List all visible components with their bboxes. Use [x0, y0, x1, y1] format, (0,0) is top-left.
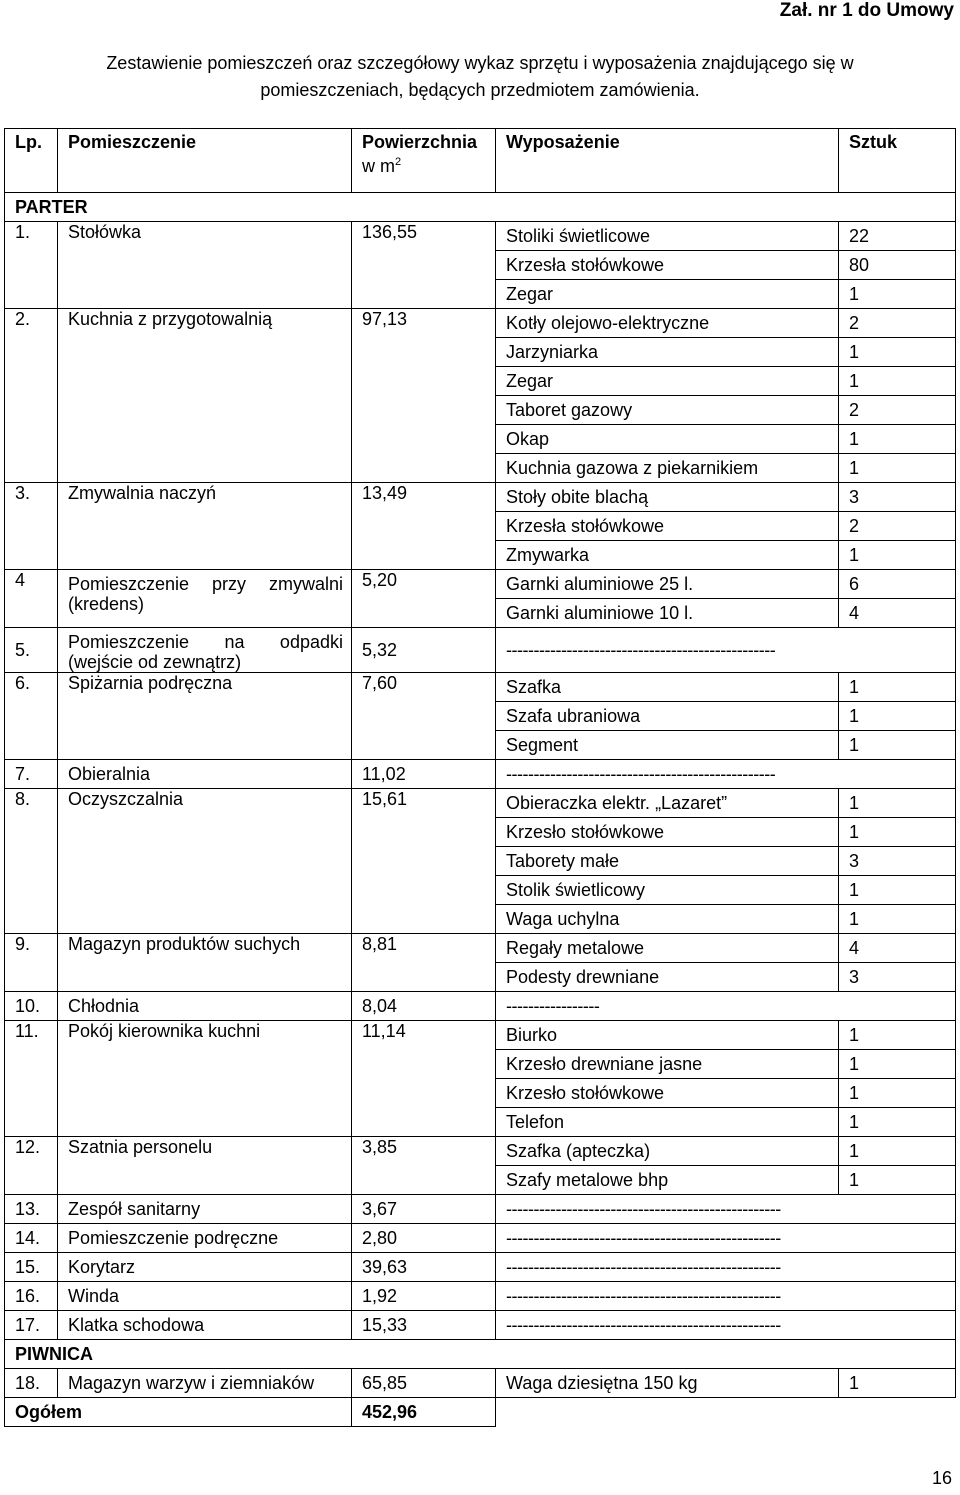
equipment-quantity: 1 — [839, 1021, 956, 1050]
equipment-quantity: 1 — [839, 541, 956, 570]
room-name: Magazyn warzyw i ziemniaków — [58, 1369, 352, 1398]
table-row — [5, 1282, 956, 1311]
equipment-quantity: 4 — [839, 599, 956, 628]
room-area: 136,55 — [352, 222, 496, 309]
room-number: 2. — [5, 309, 58, 483]
total-area: 452,96 — [352, 1398, 496, 1427]
equipment-quantity: 1 — [839, 338, 956, 367]
room-number: 9. — [5, 934, 58, 992]
equipment-quantity: 1 — [839, 876, 956, 905]
equipment-quantity: 4 — [839, 934, 956, 963]
table-row — [5, 1253, 956, 1282]
room-area: 8,04 — [352, 992, 496, 1021]
equipment-item: -------------------------------------------------- — [496, 1282, 956, 1311]
room-area: 15,61 — [352, 789, 496, 934]
equipment-quantity: 1 — [839, 1137, 956, 1166]
section-parter-row — [5, 193, 956, 222]
room-number: 7. — [5, 760, 58, 789]
header-area-line2 — [362, 152, 495, 176]
room-area: 2,80 — [352, 1224, 496, 1253]
equipment-quantity: 1 — [839, 367, 956, 396]
room-area: 5,20 — [352, 570, 496, 628]
equipment-item: Szafy metalowe bhp — [496, 1166, 839, 1195]
table-row — [5, 1369, 956, 1398]
equipment-item: Podesty drewniane — [496, 963, 839, 992]
room-name-line2: (wejście od zewnątrz) — [68, 652, 242, 672]
table-row — [5, 222, 956, 251]
rooms-equipment-table — [4, 128, 956, 1427]
section-piwnica: PIWNICA — [5, 1340, 956, 1369]
room-name: Stołówka — [58, 222, 352, 309]
equipment-item: Zmywarka — [496, 541, 839, 570]
equipment-quantity: 1 — [839, 1166, 956, 1195]
equipment-item: Kuchnia gazowa z piekarnikiem — [496, 454, 839, 483]
equipment-item: Obieraczka elektr. „Lazaret” — [496, 789, 839, 818]
room-area: 15,33 — [352, 1311, 496, 1340]
room-name: Klatka schodowa — [58, 1311, 352, 1340]
total-row — [5, 1398, 956, 1427]
room-name: Pokój kierownika kuchni — [58, 1021, 352, 1137]
room-number: 17. — [5, 1311, 58, 1340]
room-number: 13. — [5, 1195, 58, 1224]
equipment-quantity: 3 — [839, 847, 956, 876]
equipment-item: Zegar — [496, 280, 839, 309]
equipment-item: Krzesło stołówkowe — [496, 1079, 839, 1108]
room-number: 5. — [5, 628, 58, 673]
equipment-item: Szafa ubraniowa — [496, 702, 839, 731]
table-row — [5, 628, 956, 673]
equipment-quantity: 1 — [839, 731, 956, 760]
equipment-quantity: 1 — [839, 1369, 956, 1398]
room-area: 65,85 — [352, 1369, 496, 1398]
table-row — [5, 483, 956, 512]
equipment-item: Telefon — [496, 1108, 839, 1137]
equipment-quantity: 1 — [839, 818, 956, 847]
room-number: 10. — [5, 992, 58, 1021]
equipment-item: Stoliki świetlicowe — [496, 222, 839, 251]
room-number: 12. — [5, 1137, 58, 1195]
equipment-item: Biurko — [496, 1021, 839, 1050]
table-header-row — [5, 129, 956, 193]
equipment-quantity: 2 — [839, 309, 956, 338]
room-name: Korytarz — [58, 1253, 352, 1282]
table-row — [5, 789, 956, 818]
equipment-quantity: 1 — [839, 905, 956, 934]
header-area — [352, 129, 496, 193]
header-lp: Lp. — [5, 129, 58, 193]
room-name: Spiżarnia podręczna — [58, 673, 352, 760]
equipment-quantity: 2 — [839, 396, 956, 425]
equipment-quantity: 1 — [839, 673, 956, 702]
equipment-item: -------------------------------------------------- — [496, 1195, 956, 1224]
document-intro — [40, 50, 920, 104]
room-name: Kuchnia z przygotowalnią — [58, 309, 352, 483]
equipment-item: Waga dziesiętna 150 kg — [496, 1369, 839, 1398]
equipment-item: Taboret gazowy — [496, 396, 839, 425]
equipment-item: Segment — [496, 731, 839, 760]
room-area: 7,60 — [352, 673, 496, 760]
intro-line-1: Zestawienie pomieszczeń oraz szczegółowy wykaz sprzętu i wyposażenia znajdującego się w — [106, 53, 854, 73]
room-name: Zmywalnia naczyń — [58, 483, 352, 570]
table-row — [5, 992, 956, 1021]
equipment-item: Szafka (apteczka) — [496, 1137, 839, 1166]
table-row — [5, 1195, 956, 1224]
table-row — [5, 934, 956, 963]
equipment-quantity: 1 — [839, 425, 956, 454]
room-name — [58, 628, 352, 673]
room-number: 4 — [5, 570, 58, 628]
table-row — [5, 1224, 956, 1253]
room-area: 13,49 — [352, 483, 496, 570]
table-row — [5, 1137, 956, 1166]
room-area: 11,14 — [352, 1021, 496, 1137]
header-area-line1: Powierzchnia — [362, 132, 478, 152]
total-blank — [496, 1398, 956, 1427]
equipment-item: Garnki aluminiowe 25 l. — [496, 570, 839, 599]
equipment-item: ------------------------------------------------- — [496, 628, 956, 673]
equipment-quantity: 3 — [839, 963, 956, 992]
room-number: 8. — [5, 789, 58, 934]
room-number: 18. — [5, 1369, 58, 1398]
equipment-quantity: 1 — [839, 702, 956, 731]
room-area: 3,67 — [352, 1195, 496, 1224]
equipment-item: -------------------------------------------------- — [496, 1253, 956, 1282]
room-name: Winda — [58, 1282, 352, 1311]
header-equipment: Wyposażenie — [496, 129, 839, 193]
room-area: 97,13 — [352, 309, 496, 483]
equipment-item: Stolik świetlicowy — [496, 876, 839, 905]
equipment-quantity: 1 — [839, 454, 956, 483]
room-number: 11. — [5, 1021, 58, 1137]
room-area: 1,92 — [352, 1282, 496, 1311]
section-piwnica-row — [5, 1340, 956, 1369]
room-name: Obieralnia — [58, 760, 352, 789]
room-area: 39,63 — [352, 1253, 496, 1282]
room-name-line1: Pomieszczenie przy zmywalni — [68, 574, 343, 594]
equipment-item: Krzesła stołówkowe — [496, 512, 839, 541]
header-room: Pomieszczenie — [58, 129, 352, 193]
equipment-item: Garnki aluminiowe 10 l. — [496, 599, 839, 628]
room-name: Oczyszczalnia — [58, 789, 352, 934]
table-row — [5, 673, 956, 702]
equipment-item: Waga uchylna — [496, 905, 839, 934]
room-number: 6. — [5, 673, 58, 760]
equipment-item: Szafka — [496, 673, 839, 702]
room-name: Pomieszczenie podręczne — [58, 1224, 352, 1253]
room-number: 16. — [5, 1282, 58, 1311]
equipment-item: Taborety małe — [496, 847, 839, 876]
section-parter: PARTER — [5, 193, 956, 222]
room-name-line2: (kredens) — [68, 594, 145, 614]
equipment-item: Krzesło drewniane jasne — [496, 1050, 839, 1079]
room-area: 5,32 — [352, 628, 496, 673]
header-area-exponent: 2 — [395, 156, 402, 168]
intro-line-2: pomieszczeniach, będących przedmiotem zamówienia. — [260, 80, 700, 100]
room-number: 1. — [5, 222, 58, 309]
equipment-quantity: 6 — [839, 570, 956, 599]
equipment-item: Okap — [496, 425, 839, 454]
table-row — [5, 309, 956, 338]
room-name: Chłodnia — [58, 992, 352, 1021]
equipment-item: ----------------- — [496, 992, 956, 1021]
room-name: Zespół sanitarny — [58, 1195, 352, 1224]
room-name: Magazyn produktów suchych — [58, 934, 352, 992]
header-area-unit: w m — [362, 156, 395, 176]
equipment-item: -------------------------------------------------- — [496, 1224, 956, 1253]
header-count: Sztuk — [839, 129, 956, 193]
room-area: 8,81 — [352, 934, 496, 992]
equipment-quantity: 2 — [839, 512, 956, 541]
equipment-quantity: 22 — [839, 222, 956, 251]
equipment-quantity: 1 — [839, 1108, 956, 1137]
attachment-label: Zał. nr 1 do Umowy — [779, 0, 954, 21]
room-name: Szatnia personelu — [58, 1137, 352, 1195]
room-area: 11,02 — [352, 760, 496, 789]
equipment-item: Zegar — [496, 367, 839, 396]
equipment-item: -------------------------------------------------- — [496, 1311, 956, 1340]
table-row — [5, 570, 956, 599]
equipment-quantity: 3 — [839, 483, 956, 512]
room-number: 14. — [5, 1224, 58, 1253]
equipment-item: Stoły obite blachą — [496, 483, 839, 512]
room-name — [58, 570, 352, 628]
equipment-quantity: 1 — [839, 1079, 956, 1108]
equipment-item: Jarzyniarka — [496, 338, 839, 367]
total-label: Ogółem — [5, 1398, 352, 1427]
equipment-quantity: 1 — [839, 789, 956, 818]
page-number: 16 — [931, 1468, 952, 1488]
table-row — [5, 1311, 956, 1340]
equipment-item: ------------------------------------------------- — [496, 760, 956, 789]
room-number: 3. — [5, 483, 58, 570]
equipment-item: Kotły olejowo-elektryczne — [496, 309, 839, 338]
equipment-item: Regały metalowe — [496, 934, 839, 963]
room-name-line1: Pomieszczenie na odpadki — [68, 632, 343, 652]
equipment-quantity: 1 — [839, 280, 956, 309]
equipment-quantity: 80 — [839, 251, 956, 280]
table-row — [5, 760, 956, 789]
equipment-quantity: 1 — [839, 1050, 956, 1079]
equipment-item: Krzesło stołówkowe — [496, 818, 839, 847]
equipment-item: Krzesła stołówkowe — [496, 251, 839, 280]
table-row — [5, 1021, 956, 1050]
room-number: 15. — [5, 1253, 58, 1282]
room-area: 3,85 — [352, 1137, 496, 1195]
